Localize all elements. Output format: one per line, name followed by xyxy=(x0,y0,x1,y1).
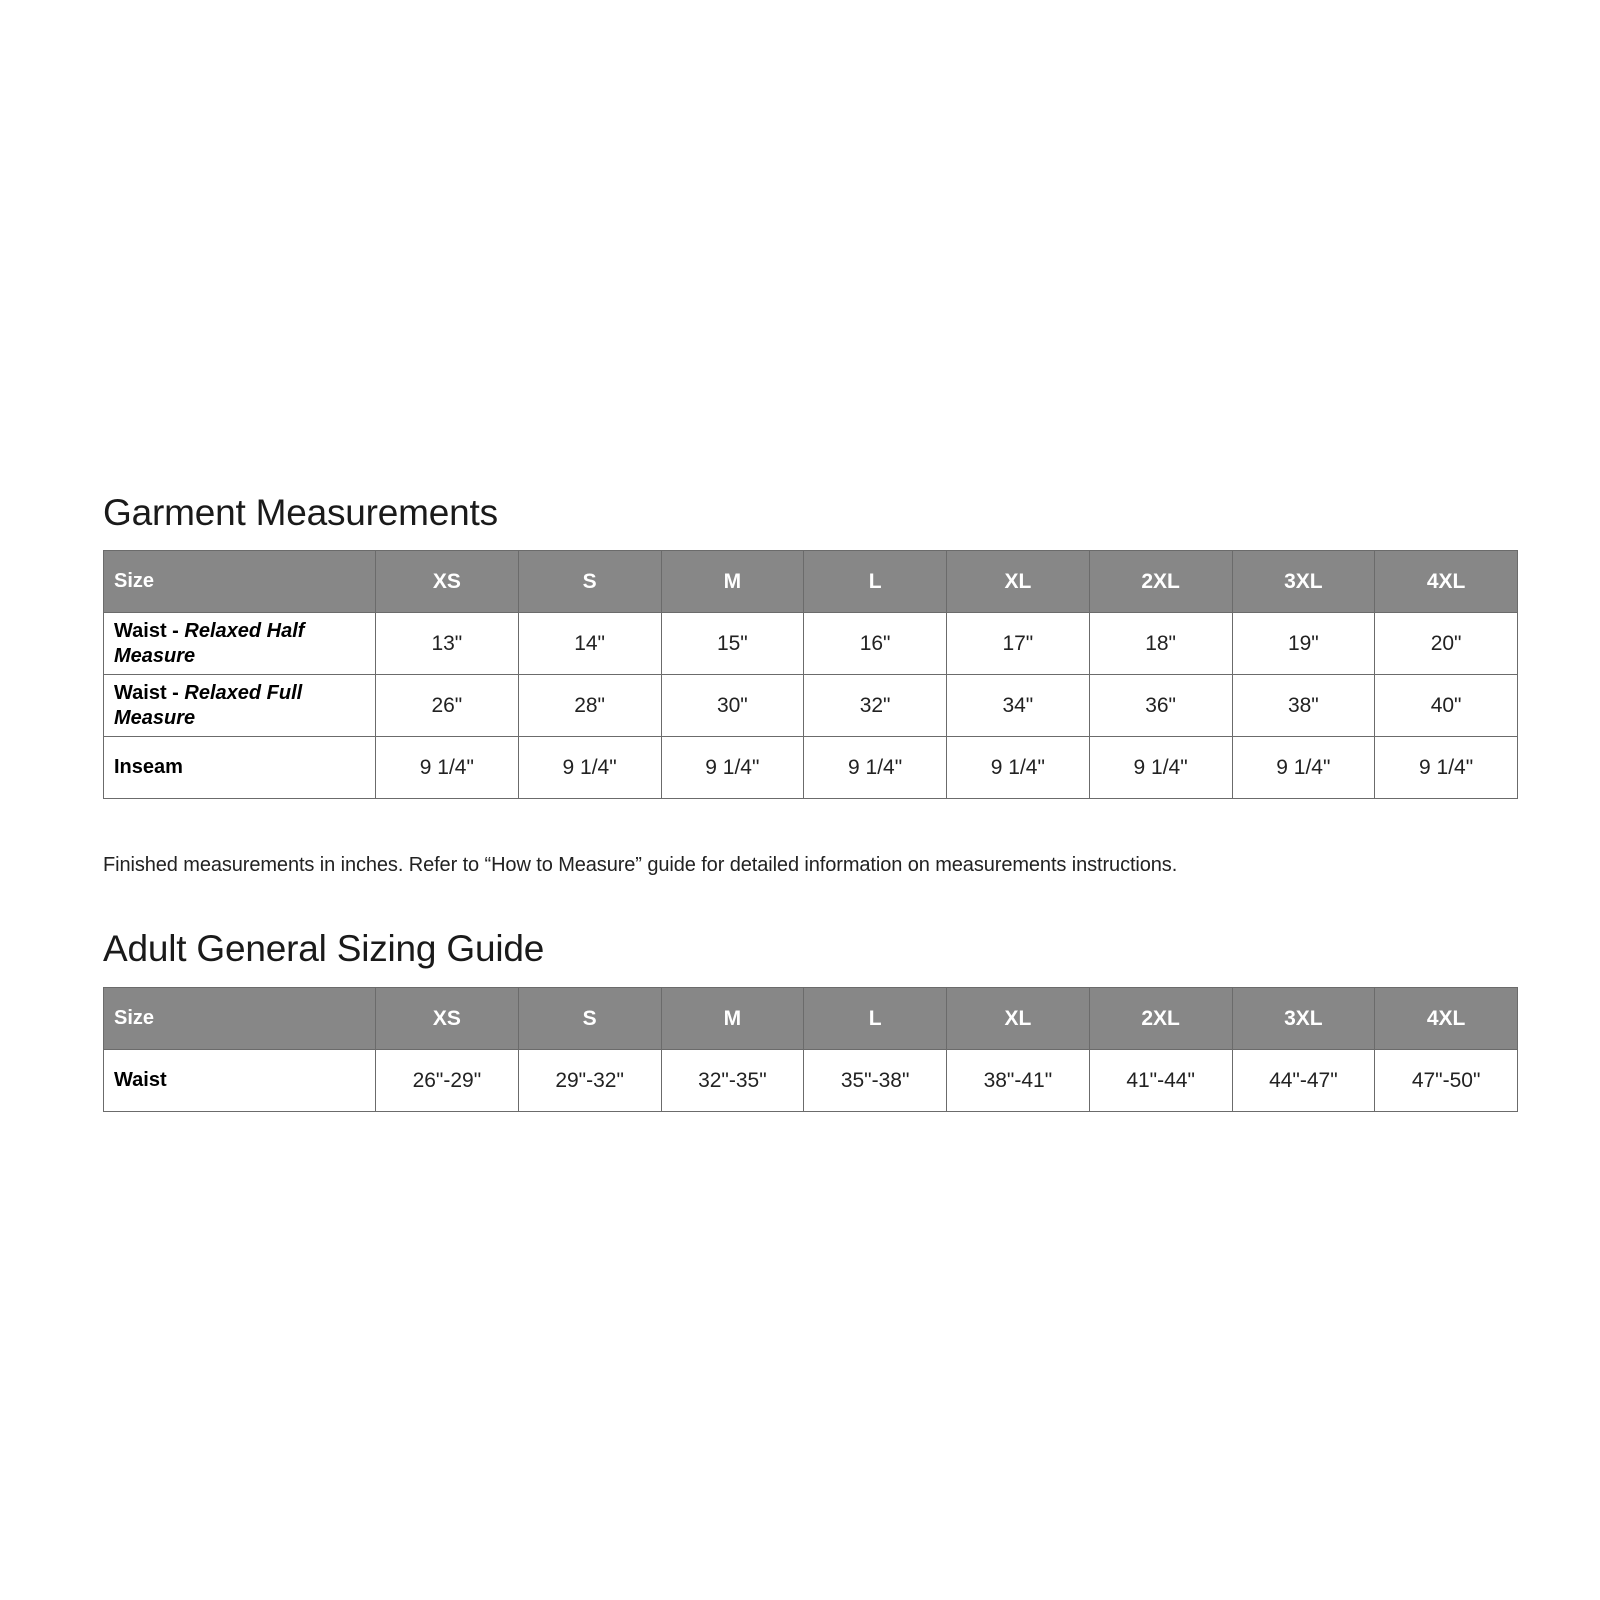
row-label-qualifier: Relaxed Half Measure xyxy=(114,619,305,667)
size-header-xl: XL xyxy=(947,988,1090,1050)
adult-sizing-guide-title: Adult General Sizing Guide xyxy=(103,928,545,969)
size-header-l: L xyxy=(804,988,947,1050)
table-cell: 38" xyxy=(1232,675,1375,737)
size-header-s: S xyxy=(518,988,661,1050)
size-column-header: Size xyxy=(104,988,376,1050)
size-header-xs: XS xyxy=(376,988,519,1050)
table-cell: 9 1/4" xyxy=(1089,737,1232,799)
table-cell: 38"-41" xyxy=(947,1050,1090,1112)
measurement-footnote: Finished measurements in inches. Refer to “How to Measure” guide for detailed information on measurements instructions. xyxy=(103,854,1178,876)
table-cell: 20" xyxy=(1375,613,1518,675)
table-row xyxy=(104,675,1518,737)
row-label-waist: Waist xyxy=(104,1050,376,1112)
size-column-header: Size xyxy=(104,551,376,613)
row-label-separator: - xyxy=(166,681,185,704)
size-header-xl: XL xyxy=(947,551,1090,613)
size-header-2xl: 2XL xyxy=(1089,988,1232,1050)
garment-measurements-table xyxy=(103,550,1518,799)
table-cell: 29"-32" xyxy=(518,1050,661,1112)
size-header-4xl: 4XL xyxy=(1375,551,1518,613)
table-cell: 41"-44" xyxy=(1089,1050,1232,1112)
table-cell: 44"-47" xyxy=(1232,1050,1375,1112)
size-header-4xl: 4XL xyxy=(1375,988,1518,1050)
size-header-l: L xyxy=(804,551,947,613)
table-cell: 19" xyxy=(1232,613,1375,675)
table-cell: 34" xyxy=(947,675,1090,737)
table-cell: 15" xyxy=(661,613,804,675)
garment-measurements-title: Garment Measurements xyxy=(103,492,498,533)
row-label-separator: - xyxy=(166,619,185,642)
row-label-main: Waist xyxy=(114,619,167,642)
size-header-3xl: 3XL xyxy=(1232,988,1375,1050)
row-label-inseam: Inseam xyxy=(104,737,376,799)
table-cell: 13" xyxy=(376,613,519,675)
table-cell: 9 1/4" xyxy=(1232,737,1375,799)
table-cell: 9 1/4" xyxy=(376,737,519,799)
size-header-s: S xyxy=(518,551,661,613)
table-cell: 28" xyxy=(518,675,661,737)
table-cell: 26" xyxy=(376,675,519,737)
size-header-2xl: 2XL xyxy=(1089,551,1232,613)
size-header-3xl: 3XL xyxy=(1232,551,1375,613)
size-header-xs: XS xyxy=(376,551,519,613)
table-cell: 47"-50" xyxy=(1375,1050,1518,1112)
row-label-waist-full xyxy=(104,675,376,737)
table-cell: 18" xyxy=(1089,613,1232,675)
table-cell: 26"-29" xyxy=(376,1050,519,1112)
table-cell: 17" xyxy=(947,613,1090,675)
table-header-row xyxy=(104,988,1518,1050)
table-row xyxy=(104,737,1518,799)
table-header-row xyxy=(104,551,1518,613)
table-cell: 32" xyxy=(804,675,947,737)
size-header-m: M xyxy=(661,551,804,613)
table-cell: 9 1/4" xyxy=(947,737,1090,799)
table-row xyxy=(104,613,1518,675)
table-cell: 14" xyxy=(518,613,661,675)
table-cell: 30" xyxy=(661,675,804,737)
table-cell: 9 1/4" xyxy=(518,737,661,799)
row-label-main: Waist xyxy=(114,681,167,704)
table-cell: 32"-35" xyxy=(661,1050,804,1112)
table-cell: 36" xyxy=(1089,675,1232,737)
table-cell: 35"-38" xyxy=(804,1050,947,1112)
table-cell: 9 1/4" xyxy=(1375,737,1518,799)
table-cell: 9 1/4" xyxy=(804,737,947,799)
table-cell: 40" xyxy=(1375,675,1518,737)
adult-sizing-guide-table xyxy=(103,987,1518,1112)
row-label-waist-half xyxy=(104,613,376,675)
size-header-m: M xyxy=(661,988,804,1050)
row-label-qualifier: Relaxed Full Measure xyxy=(114,681,303,729)
table-row xyxy=(104,1050,1518,1112)
table-cell: 16" xyxy=(804,613,947,675)
table-cell: 9 1/4" xyxy=(661,737,804,799)
